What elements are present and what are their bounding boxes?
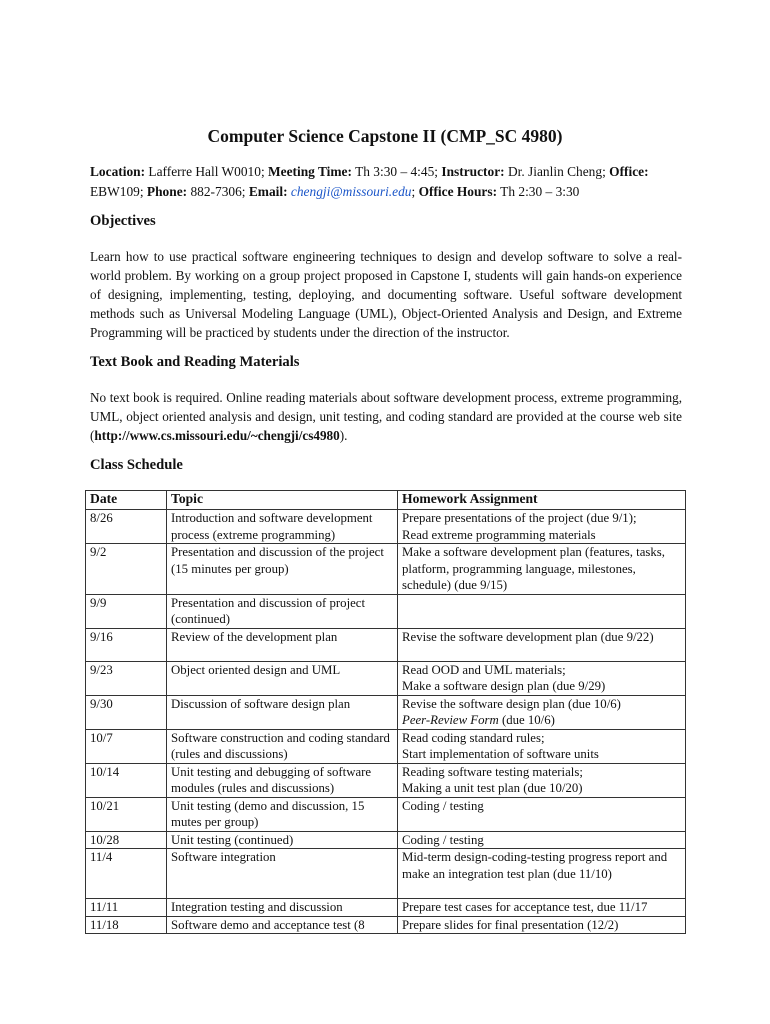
table-row xyxy=(86,594,686,628)
phone-label: Phone: xyxy=(146,184,188,199)
cell-topic: Software integration xyxy=(167,849,398,899)
table-row xyxy=(86,695,686,729)
table-row xyxy=(86,899,686,917)
cell-date: 9/2 xyxy=(86,544,167,595)
location-label: Location: xyxy=(90,164,146,179)
table-row xyxy=(86,510,686,544)
homework-line xyxy=(402,544,681,594)
cell-homework xyxy=(398,510,686,544)
cell-topic: Software demo and acceptance test (8 xyxy=(167,916,398,934)
homework-text: Revise the software development plan (due 9/22) xyxy=(402,629,654,644)
homework-line xyxy=(402,696,681,713)
phone-value: 882-7306; xyxy=(190,184,246,199)
cell-date: 8/26 xyxy=(86,510,167,544)
homework-line xyxy=(402,798,681,815)
cell-homework xyxy=(398,899,686,917)
cell-topic: Presentation and discussion of the project (15 minutes per group) xyxy=(167,544,398,595)
peer-review-form-link[interactable]: Peer-Review Form xyxy=(402,713,499,727)
cell-topic: Unit testing (demo and discussion, 15 mutes per group) xyxy=(167,797,398,831)
cell-topic: Discussion of software design plan xyxy=(167,695,398,729)
schedule-heading: Class Schedule xyxy=(90,457,183,473)
cell-homework xyxy=(398,594,686,628)
column-header-topic: Topic xyxy=(167,491,398,510)
instructor-label: Instructor: xyxy=(441,164,505,179)
page-title: Computer Science Capstone II (CMP_SC 4980) xyxy=(207,126,563,146)
homework-line xyxy=(402,712,681,729)
schedule-table xyxy=(85,490,686,934)
cell-date: 10/21 xyxy=(86,797,167,831)
textbook-body: No text book is required. Online reading materials about software development process, extreme programming, UML, object oriented analysis and design, unit testing, and coding standard are provided at the course web site ( xyxy=(90,390,682,443)
textbook-body-end: ). xyxy=(339,428,348,443)
homework-line xyxy=(402,746,681,763)
homework-line xyxy=(402,730,681,747)
homework-line xyxy=(402,510,681,527)
cell-homework xyxy=(398,831,686,849)
schedule-header-row xyxy=(86,491,686,510)
homework-line xyxy=(402,899,681,916)
cell-topic: Unit testing and debugging of software modules (rules and discussions) xyxy=(167,763,398,797)
homework-text: Coding / testing xyxy=(402,798,484,813)
cell-date: 11/4 xyxy=(86,849,167,899)
homework-text: Revise the software design plan (due 10/6) xyxy=(402,696,621,711)
table-row xyxy=(86,661,686,695)
cell-date: 11/18 xyxy=(86,916,167,934)
cell-date: 9/16 xyxy=(86,628,167,661)
cell-topic: Object oriented design and UML xyxy=(167,661,398,695)
cell-date: 11/11 xyxy=(86,899,167,917)
location-value: Lafferre Hall W0010; xyxy=(148,164,265,179)
schedule-body xyxy=(86,510,686,934)
table-row xyxy=(86,797,686,831)
cell-homework xyxy=(398,849,686,899)
cell-date: 10/14 xyxy=(86,763,167,797)
table-row xyxy=(86,831,686,849)
objectives-text: Learn how to use practical software engineering techniques to design and develop software to solve a real-world problem. By working on a group project proposed in Capstone I, students will gain hands-on experience of designing, implementing, testing, deploying, and documenting software. Useful software development methods such as Universal Modeling Language (UML), Object-Oriented Analysis and Design, and Extreme Programming will be practiced by students under the direction of the instructor. xyxy=(90,249,682,340)
homework-text: Prepare slides for final presentation (12/2) xyxy=(402,917,619,932)
homework-text: Mid-term design-coding-testing progress report and make an integration test plan (due 11/10) xyxy=(402,850,668,881)
homework-text: Make a software development plan (features, tasks, platform, programming language, milestones, schedule) (due 9/15) xyxy=(402,545,665,592)
office-label: Office: xyxy=(609,164,649,179)
homework-line xyxy=(402,780,681,797)
cell-homework xyxy=(398,695,686,729)
cell-homework xyxy=(398,544,686,595)
meeting-value: Th 3:30 – 4:45; xyxy=(355,164,439,179)
homework-line xyxy=(402,849,681,882)
cell-topic: Introduction and software development process (extreme programming) xyxy=(167,510,398,544)
cell-homework xyxy=(398,628,686,661)
homework-text: Coding / testing xyxy=(402,832,484,847)
homework-line xyxy=(402,662,681,679)
cell-date: 9/30 xyxy=(86,695,167,729)
column-header-homework: Homework Assignment xyxy=(398,491,686,510)
homework-text: Read OOD and UML materials; xyxy=(402,662,566,677)
homework-line xyxy=(402,917,681,934)
course-info xyxy=(90,162,682,202)
homework-text: Prepare test cases for acceptance test, due 11/17 xyxy=(402,900,648,914)
homework-line xyxy=(402,832,681,849)
cell-homework xyxy=(398,797,686,831)
homework-line xyxy=(402,764,681,781)
cell-homework xyxy=(398,661,686,695)
table-row xyxy=(86,729,686,763)
homework-text: Prepare presentations of the project (due 9/1); xyxy=(402,511,637,525)
cell-topic: Software construction and coding standard (rules and discussions) xyxy=(167,729,398,763)
homework-text: Read coding standard rules; xyxy=(402,730,545,745)
email-separator: ; xyxy=(411,184,416,199)
textbook-text xyxy=(90,388,682,445)
homework-line xyxy=(402,527,681,544)
table-row xyxy=(86,544,686,595)
homework-text: Reading software testing materials; xyxy=(402,764,583,779)
homework-suffix: (due 10/6) xyxy=(498,713,555,727)
table-row xyxy=(86,916,686,934)
cell-topic: Unit testing (continued) xyxy=(167,831,398,849)
email-label: Email: xyxy=(248,184,288,199)
homework-line xyxy=(402,678,681,695)
cell-topic: Review of the development plan xyxy=(167,628,398,661)
table-row xyxy=(86,763,686,797)
cell-date: 10/7 xyxy=(86,729,167,763)
homework-text: Start implementation of software units xyxy=(402,747,599,761)
homework-line xyxy=(402,629,681,646)
meeting-label: Meeting Time: xyxy=(268,164,352,179)
office-value: EBW109; xyxy=(90,184,144,199)
homework-text: Read extreme programming materials xyxy=(402,527,596,542)
textbook-heading: Text Book and Reading Materials xyxy=(90,354,300,370)
cell-homework xyxy=(398,729,686,763)
homework-text: Make a software design plan (due 9/29) xyxy=(402,679,606,693)
cell-topic: Integration testing and discussion xyxy=(167,899,398,917)
table-row xyxy=(86,849,686,899)
table-row xyxy=(86,628,686,661)
column-header-date: Date xyxy=(86,491,167,510)
office-hours-label: Office Hours: xyxy=(418,184,498,199)
cell-topic: Presentation and discussion of project (continued) xyxy=(167,594,398,628)
instructor-value: Dr. Jianlin Cheng; xyxy=(507,164,606,179)
cell-homework xyxy=(398,916,686,934)
course-website-link[interactable]: http://www.cs.missouri.edu/~chengji/cs4980 xyxy=(94,428,340,443)
email-link[interactable]: chengji@missouri.edu xyxy=(290,184,412,199)
cell-homework xyxy=(398,763,686,797)
office-hours-value: Th 2:30 – 3:30 xyxy=(500,184,580,199)
objectives-heading: Objectives xyxy=(90,213,156,229)
cell-date: 9/23 xyxy=(86,661,167,695)
cell-date: 9/9 xyxy=(86,594,167,628)
cell-date: 10/28 xyxy=(86,831,167,849)
homework-text: Making a unit test plan (due 10/20) xyxy=(402,781,583,795)
